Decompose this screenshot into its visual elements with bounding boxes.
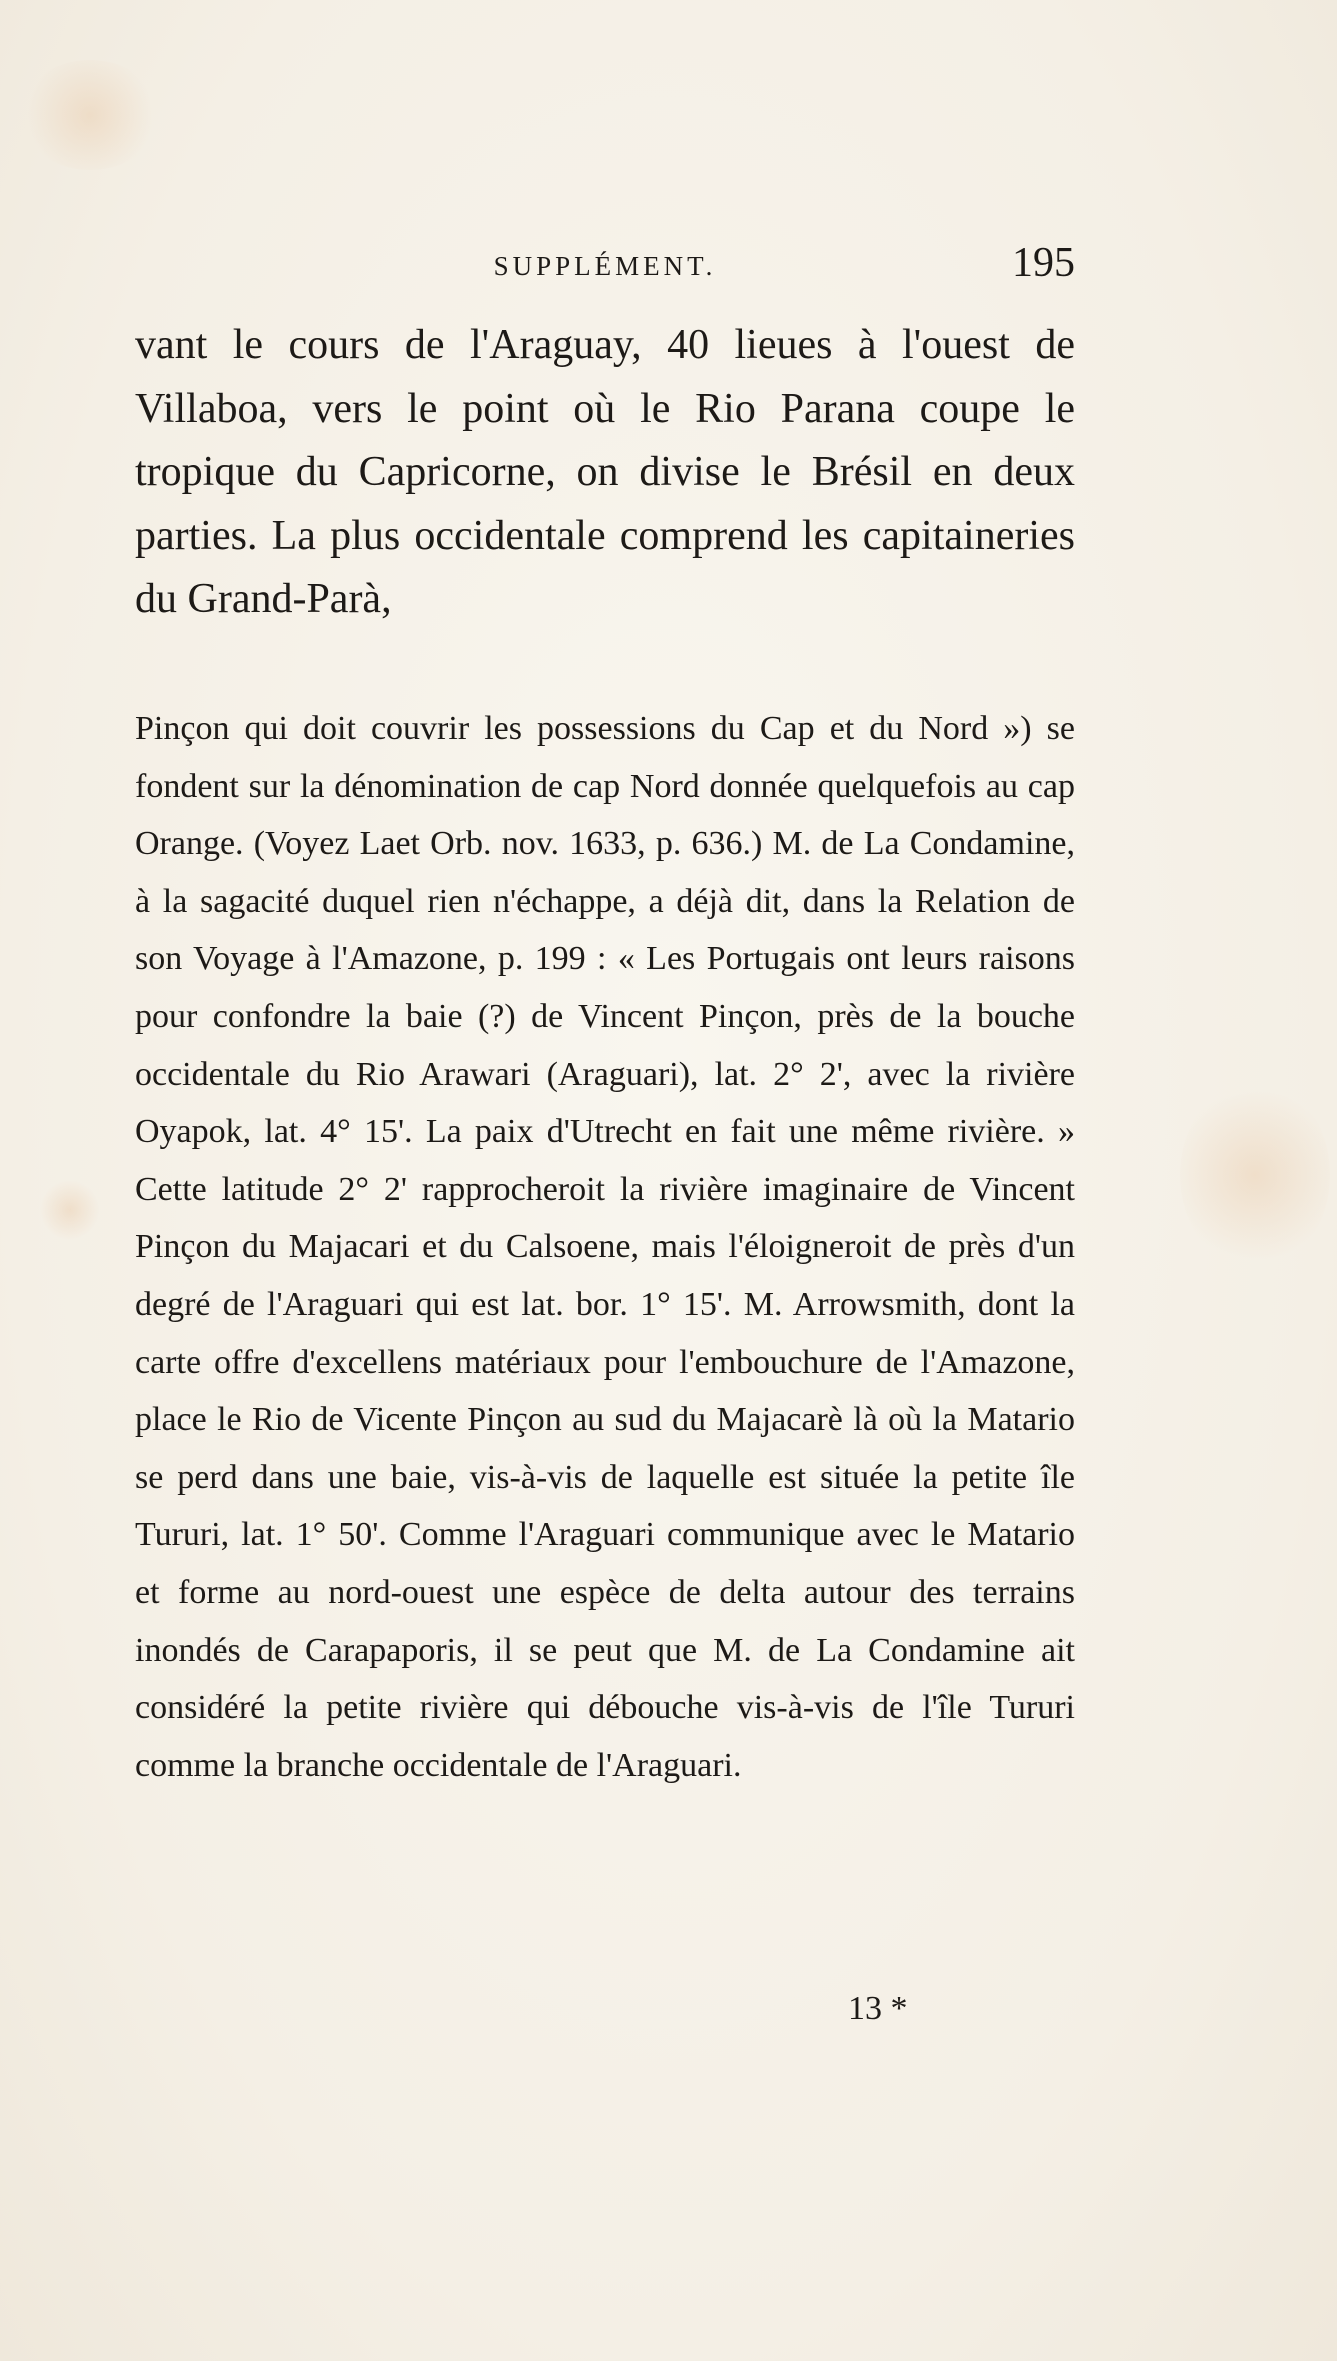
signature-mark: 13 * — [848, 1990, 908, 2027]
footnote — [135, 700, 1075, 1794]
paper-stain — [40, 1180, 100, 1240]
page-header — [135, 240, 1075, 291]
main-text — [135, 314, 1075, 632]
paper-stain — [1180, 1080, 1330, 1270]
running-title: SUPPLÉMENT. — [493, 251, 717, 281]
footnote-paragraph: Pinçon qui doit couvrir les possessions du Cap et du Nord ») se fondent sur la dénomination de cap Nord donnée quelquefois au cap Orange. (Voyez Laet Orb. nov. 1633, p. 636.) M. de La Condamine, à la sagacité duquel rien n'échappe, a déjà dit, dans la Relation de son Voyage à l'Amazone, p. 199 : « Les Portugais ont leurs raisons pour confondre la baie (?) de Vincent Pinçon, près de la bouche occidentale du Rio Arawari (Araguari), lat. 2° 2', avec la rivière Oyapok, lat. 4° 15'. La paix d'Utrecht en fait une même rivière. » Cette latitude 2° 2' rapprocheroit la rivière imaginaire de Vincent Pinçon du Majacari et du Calsoene, mais l'éloigneroit de près d'un degré de l'Araguari qui est lat. bor. 1° 15'. M. Arrowsmith, dont la carte offre d'excellens matériaux pour l'embouchure de l'Amazone, place le Rio de Vicente Pinçon au sud du Majacarè là où la Matario se perd dans une baie, vis-à-vis de laquelle est située la petite île Tururi, lat. 1° 50'. Comme l'Araguari communique avec le Matario et forme au nord-ouest une espèce de delta autour des terrains inondés de Carapaporis, il se peut que M. de La Condamine ait considéré la petite rivière qui débouche vis-à-vis de l'île Tururi comme la branche occidentale de l'Araguari. — [135, 710, 1075, 1784]
page-number: 195 — [1012, 240, 1075, 286]
main-paragraph: vant le cours de l'Araguay, 40 lieues à l'ouest de Villaboa, vers le point où le Rio Parana coupe le tropique du Capricorne, on divise le Brésil en deux parties. La plus occidentale comprend les capitaineries du Grand-Parà, — [135, 322, 1075, 622]
paper-stain — [20, 60, 160, 170]
